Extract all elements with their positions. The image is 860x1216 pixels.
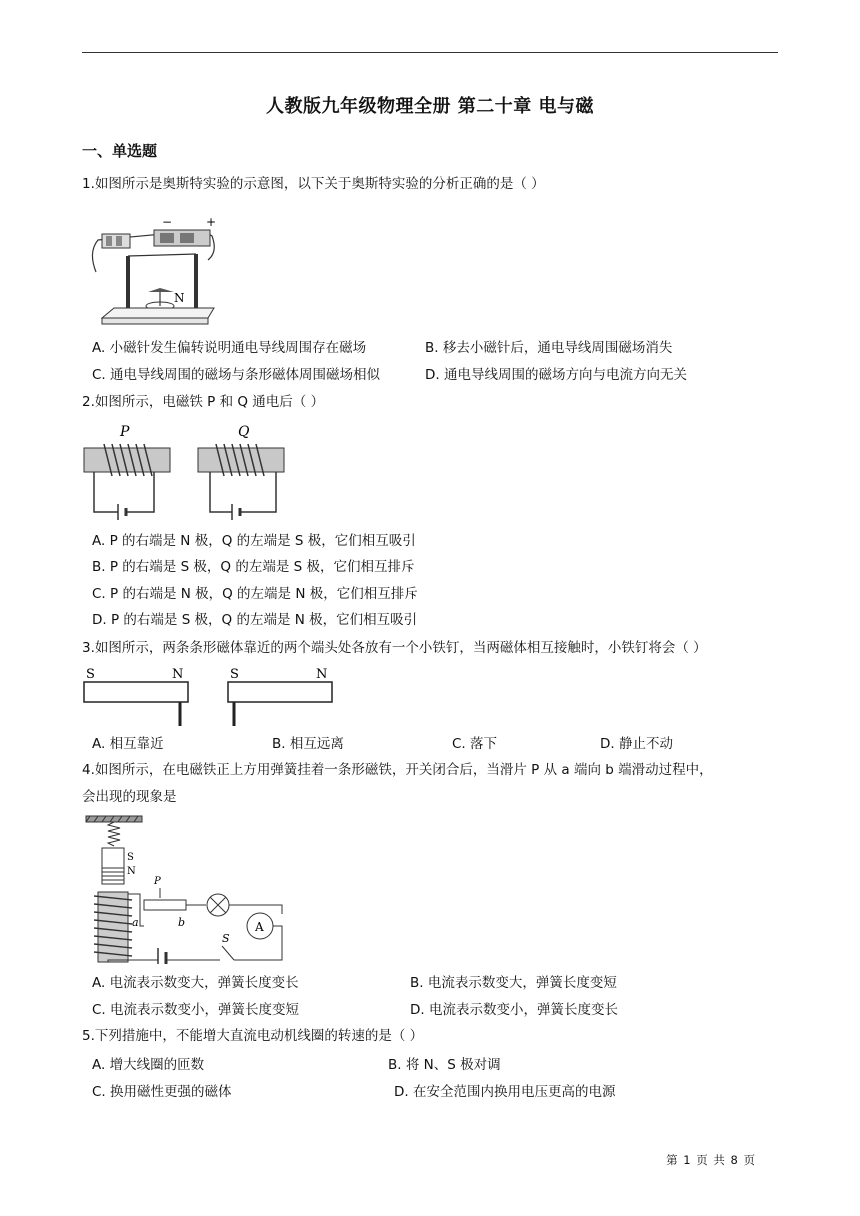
q3-option-b: B. 相互远离 [272,736,344,752]
question-4-stem-line1: 4.如图所示，在电磁铁正上方用弹簧挂着一条形磁铁，开关闭合后，当滑片 P 从 a 端向 b 端滑动过程中， [82,762,713,778]
q1-option-b: B. 移去小磁针后，通电导线周围磁场消失 [425,340,673,356]
page-number-footer: 第 1 页 共 8 页 [666,1153,756,1167]
q2-option-b: B. P 的右端是 S 极，Q 的左端是 S 极，它们相互排斥 [92,559,415,575]
q1-n-label: N [174,291,185,305]
q4-magnet-n-label: N [127,866,136,877]
page-title: 人教版九年级物理全册 第二十章 电与磁 [265,96,595,117]
question-3-stem: 3.如图所示，两条条形磁体靠近的两个端头处各放有一个小铁钉，当两磁体相互接触时，小铁钉将会（ ） [82,640,707,656]
q5-option-b: B. 将 N、S 极对调 [388,1057,501,1073]
q4-ammeter-label: A [255,920,264,934]
q3-option-a: A. 相互靠近 [92,736,164,752]
q4-resistor-a-label: a [132,916,139,929]
q4-switch-label: S [222,932,230,945]
question-2-stem: 2.如图所示，电磁铁 P 和 Q 通电后（ ） [82,394,325,410]
section-heading: 一、单选题 [82,142,158,160]
question-3-figure [82,664,338,730]
question-5-stem: 5.下列措施中，不能增大直流电动机线圈的转速的是（ ） [82,1028,424,1044]
q3-option-d: D. 静止不动 [600,736,673,752]
q1-option-d: D. 通电导线周围的磁场方向与电流方向无关 [425,367,687,383]
q5-option-a: A. 增大线圈的匝数 [92,1057,205,1073]
q3-s1-label: S [86,667,95,682]
q1-plus-label: + [206,215,217,229]
q3-s2-label: S [230,667,239,682]
q4-option-b: B. 电流表示数变大，弹簧长度变短 [410,975,617,991]
q4-slider-p-label: P [154,876,161,887]
q3-n1-label: N [172,667,184,682]
q2-p-label: P [120,424,130,440]
q5-option-d: D. 在安全范围内换用电压更高的电源 [394,1084,616,1100]
q4-resistor-b-label: b [178,916,186,929]
q1-option-c: C. 通电导线周围的磁场与条形磁体周围磁场相似 [92,367,381,383]
q4-option-d: D. 电流表示数变小，弹簧长度变长 [410,1002,618,1018]
question-4-figure [82,814,292,964]
header-rule [82,52,778,53]
q4-option-c: C. 电流表示数变小，弹簧长度变短 [92,1002,300,1018]
q3-option-c: C. 落下 [452,736,498,752]
q5-option-c: C. 换用磁性更强的磁体 [92,1084,232,1100]
question-4-stem-line2: 会出现的现象是 [82,789,177,805]
q2-option-d: D. P 的右端是 S 极，Q 的左端是 N 极，它们相互吸引 [92,612,418,628]
q4-magnet-s-label: S [127,852,134,863]
q2-option-c: C. P 的右端是 N 极，Q 的左端是 N 极，它们相互排斥 [92,586,418,602]
q4-option-a: A. 电流表示数变大，弹簧长度变长 [92,975,299,991]
q2-option-a: A. P 的右端是 N 极，Q 的左端是 S 极，它们相互吸引 [92,533,416,549]
question-1-figure [84,212,224,328]
question-1-stem: 1.如图所示是奥斯特实验的示意图，以下关于奥斯特实验的分析正确的是（ ） [82,176,545,192]
q2-q-label: Q [238,424,250,440]
q1-minus-label: − [162,215,173,229]
question-2-figure [82,420,298,524]
q1-option-a: A. 小磁针发生偏转说明通电导线周围存在磁场 [92,340,367,356]
q3-n2-label: N [316,667,328,682]
